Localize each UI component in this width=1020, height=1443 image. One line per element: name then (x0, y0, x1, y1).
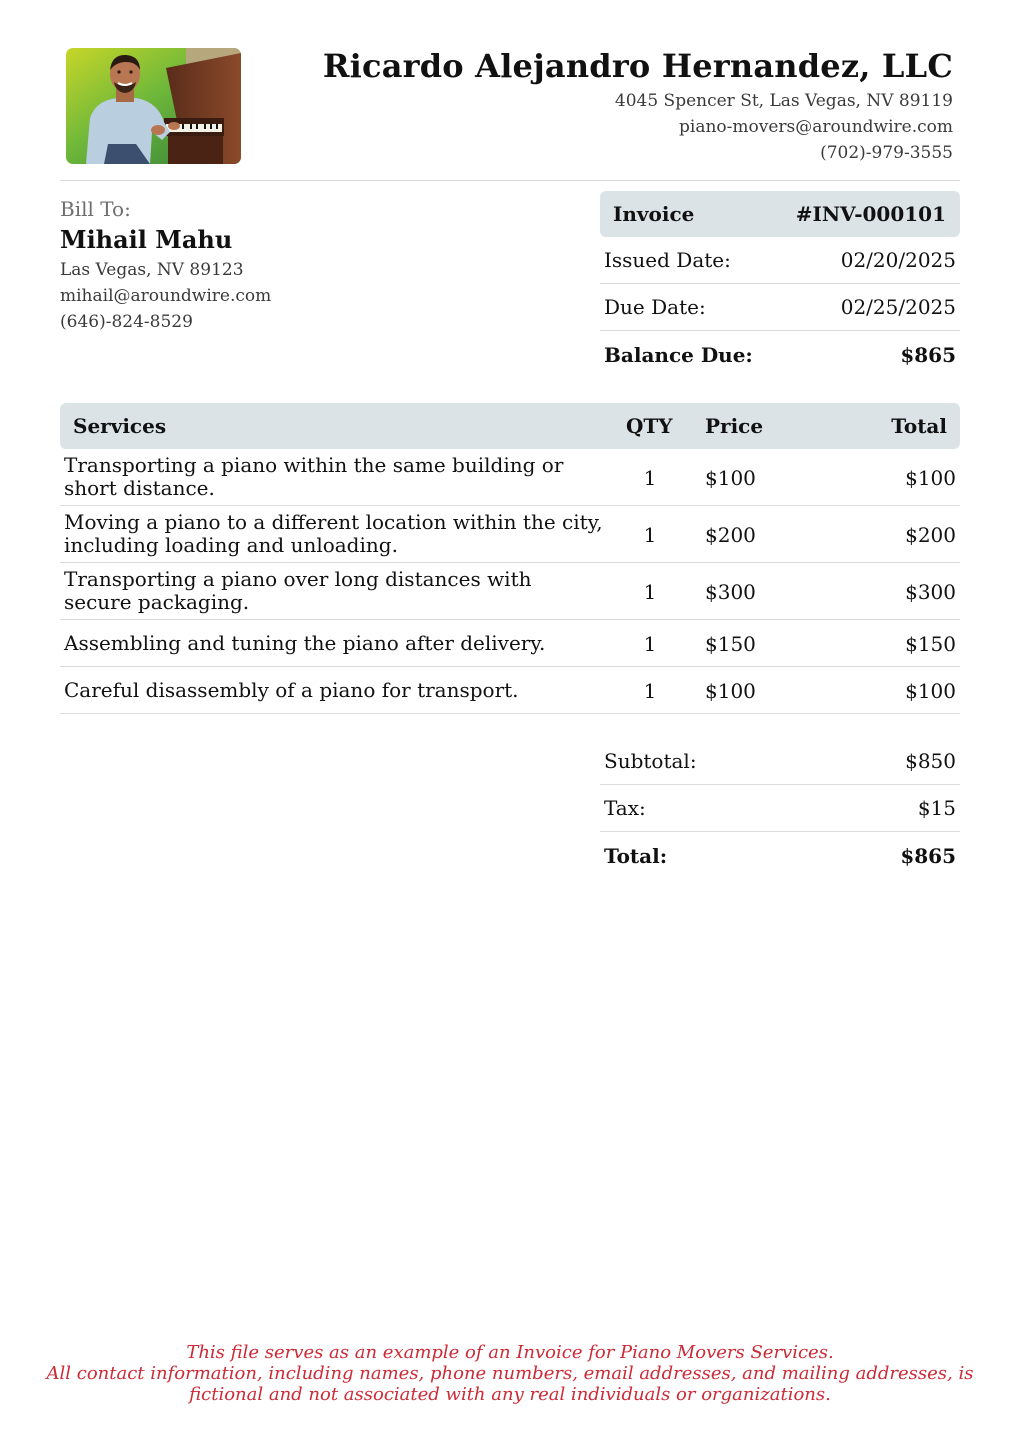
issued-date-value: 02/20/2025 (840, 248, 956, 272)
company-address: 4045 Spencer St, Las Vegas, NV 89119 (614, 91, 953, 111)
bill-to-address: Las Vegas, NV 89123 (60, 260, 244, 280)
bill-to-block (60, 195, 271, 335)
company-phone: (702)-979-3555 (820, 143, 953, 163)
service-description: Transporting a piano within the same building or short distance. (64, 453, 564, 500)
service-qty: 1 (643, 580, 657, 604)
issued-date-row (600, 237, 960, 284)
due-date-value: 02/25/2025 (840, 295, 956, 319)
subtotal-label: Subtotal: (604, 749, 697, 773)
invoice-label: Invoice (613, 202, 695, 226)
service-description: Assembling and tuning the piano after delivery. (64, 631, 546, 655)
service-total: $100 (905, 466, 956, 490)
balance-due-value: $865 (900, 342, 956, 367)
issued-date-label: Issued Date: (604, 248, 731, 272)
total-value: $865 (900, 843, 956, 868)
due-date-label: Due Date: (604, 295, 706, 319)
service-description: Moving a piano to a different location within the city, including loading and unloading. (64, 510, 603, 557)
company-name: Ricardo Alejandro Hernandez, LLC (322, 47, 953, 85)
bill-to-name: Mihail Mahu (60, 225, 233, 254)
bill-to-label: Bill To: (60, 197, 131, 221)
subtotal-row (600, 738, 960, 785)
service-qty: 1 (643, 523, 657, 547)
total-row (600, 832, 960, 879)
service-qty: 1 (643, 466, 657, 490)
header-divider (60, 180, 960, 181)
disclaimer-line: All contact information, including names, phone numbers, email addresses, and mailing addresses, is (46, 1363, 974, 1384)
header-qty: QTY (626, 414, 673, 438)
header-total: Total (891, 414, 947, 438)
due-date-row (600, 284, 960, 331)
service-total: $150 (905, 632, 956, 656)
bill-to-email: mihail@aroundwire.com (60, 286, 272, 306)
service-price: $150 (705, 632, 756, 656)
service-qty: 1 (643, 632, 657, 656)
balance-due-label: Balance Due: (604, 342, 753, 367)
service-description: Careful disassembly of a piano for transport. (64, 678, 519, 702)
service-qty: 1 (643, 679, 657, 703)
tax-row (600, 785, 960, 832)
tax-value: $15 (917, 796, 956, 820)
table-row (60, 620, 960, 667)
service-price: $100 (705, 466, 756, 490)
service-price: $100 (705, 679, 756, 703)
header-price: Price (705, 414, 764, 438)
table-row (60, 563, 960, 620)
subtotal-value: $850 (905, 749, 956, 773)
invoice-meta-header (600, 191, 960, 237)
header-services: Services (73, 414, 167, 438)
service-total: $300 (905, 580, 956, 604)
service-price: $300 (705, 580, 756, 604)
disclaimer-line: fictional and not associated with any real individuals or organizations. (189, 1384, 831, 1405)
company-email: piano-movers@aroundwire.com (679, 117, 953, 137)
service-total: $100 (905, 679, 956, 703)
company-block (323, 44, 953, 166)
services-table (60, 403, 960, 714)
service-description: Transporting a piano over long distances with secure packaging. (64, 567, 532, 614)
totals-table (600, 738, 960, 879)
disclaimer-line: This file serves as an example of an Invoice for Piano Movers Services. (186, 1342, 834, 1363)
pianist-portrait-icon (66, 48, 241, 164)
table-row (60, 506, 960, 563)
table-row (60, 449, 960, 506)
company-logo-image (66, 48, 241, 164)
service-total: $200 (905, 523, 956, 547)
service-price: $200 (705, 523, 756, 547)
total-label: Total: (604, 843, 668, 868)
invoice-number: #INV-000101 (795, 202, 946, 226)
services-table-header (60, 403, 960, 449)
disclaimer (0, 1342, 1020, 1405)
balance-due-row (600, 331, 960, 378)
tax-label: Tax: (604, 796, 646, 820)
bill-to-phone: (646)-824-8529 (60, 312, 193, 332)
table-row (60, 667, 960, 714)
invoice-meta-table (600, 191, 960, 378)
